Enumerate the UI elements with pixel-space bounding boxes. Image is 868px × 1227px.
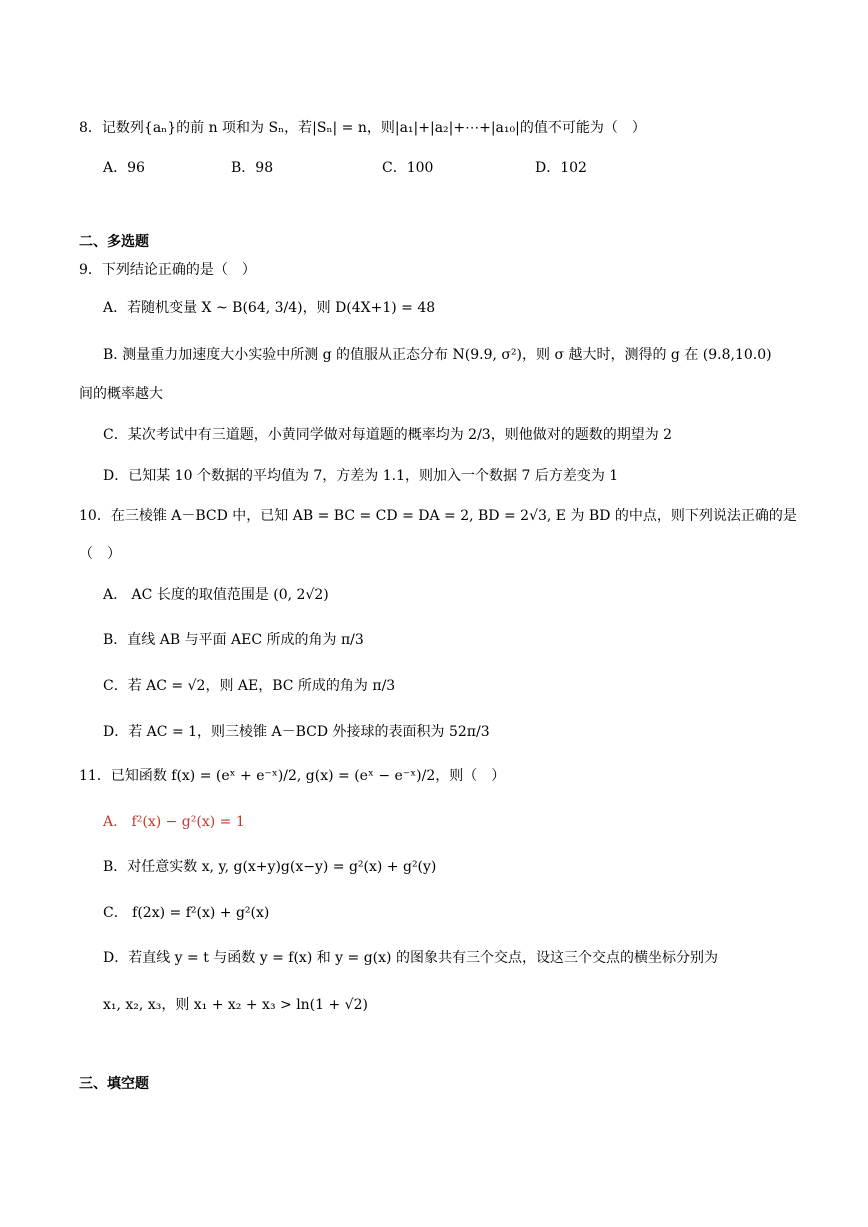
q8-option-b: B．98 — [231, 160, 274, 176]
q9-option-d: D．已知某 10 个数据的平均值为 7，方差为 1.1，则加入一个数据 7 后方差变为 1 — [103, 468, 619, 484]
question-8-stem: 8．记数列{aₙ}的前 n 项和为 Sₙ，若|Sₙ| = n，则|a₁|+|a₂|+⋯+|a₁₀|的值不可能为（ ） — [79, 120, 646, 136]
q9-option-c: C．某次考试中有三道题，小黄同学做对每道题的概率均为 2/3，则他做对的题数的期望为 2 — [103, 427, 673, 443]
q8-option-c: C．100 — [382, 160, 434, 176]
q8-option-d: D．102 — [535, 160, 587, 176]
q9-option-b-line2: 间的概率越大 — [79, 386, 163, 402]
q10-option-c: C．若 AC = √2，则 AE，BC 所成的角为 π/3 — [103, 678, 396, 694]
q11-option-c: C． f(2x) = f²(x) + g²(x) — [103, 905, 270, 921]
q11-option-d-line2: x₁, x₂, x₃，则 x₁ + x₂ + x₃ > ln(1 + √2) — [103, 997, 368, 1013]
q11-option-d-line1: D．若直线 y = t 与函数 y = f(x) 和 y = g(x) 的图象共有三个交点，设这三个交点的横坐标分别为 — [103, 950, 718, 966]
q10-option-d: D．若 AC = 1，则三棱锥 A－BCD 外接球的表面积为 52π/3 — [103, 724, 490, 740]
question-10-stem-line1: 10．在三棱锥 A－BCD 中，已知 AB = BC = CD = DA = 2, BD = 2√3, E 为 BD 的中点，则下列说法正确的是 — [79, 508, 797, 524]
q11-option-a: A． f²(x) − g²(x) = 1 — [103, 814, 245, 830]
q9-option-a: A．若随机变量 X ~ B(64, 3/4)，则 D(4X+1) = 48 — [103, 300, 436, 316]
section-heading-fill-in-blank: 三、填空题 — [79, 1076, 149, 1092]
q9-option-b-line1: B. 测量重力加速度大小实验中所测 g 的值服从正态分布 N(9.9, σ²)，则 σ 越大时，测得的 g 在 (9.8,10.0) — [103, 347, 772, 363]
section-heading-multiple-choice: 二、多选题 — [79, 234, 149, 250]
question-10-stem-line2: （ ） — [79, 546, 121, 562]
question-11-stem: 11．已知函数 f(x) = (eˣ + e⁻ˣ)/2, g(x) = (eˣ − e⁻ˣ)/2，则（ ） — [79, 768, 506, 784]
q10-option-a: A． AC 长度的取值范围是 (0, 2√2) — [103, 587, 329, 603]
question-9-stem: 9．下列结论正确的是（ ） — [79, 262, 256, 278]
q11-option-b: B．对任意实数 x, y, g(x+y)g(x−y) = g²(x) + g²(y) — [103, 859, 437, 875]
q8-option-a: A．96 — [103, 160, 145, 176]
q10-option-b: B．直线 AB 与平面 AEC 所成的角为 π/3 — [103, 632, 364, 648]
